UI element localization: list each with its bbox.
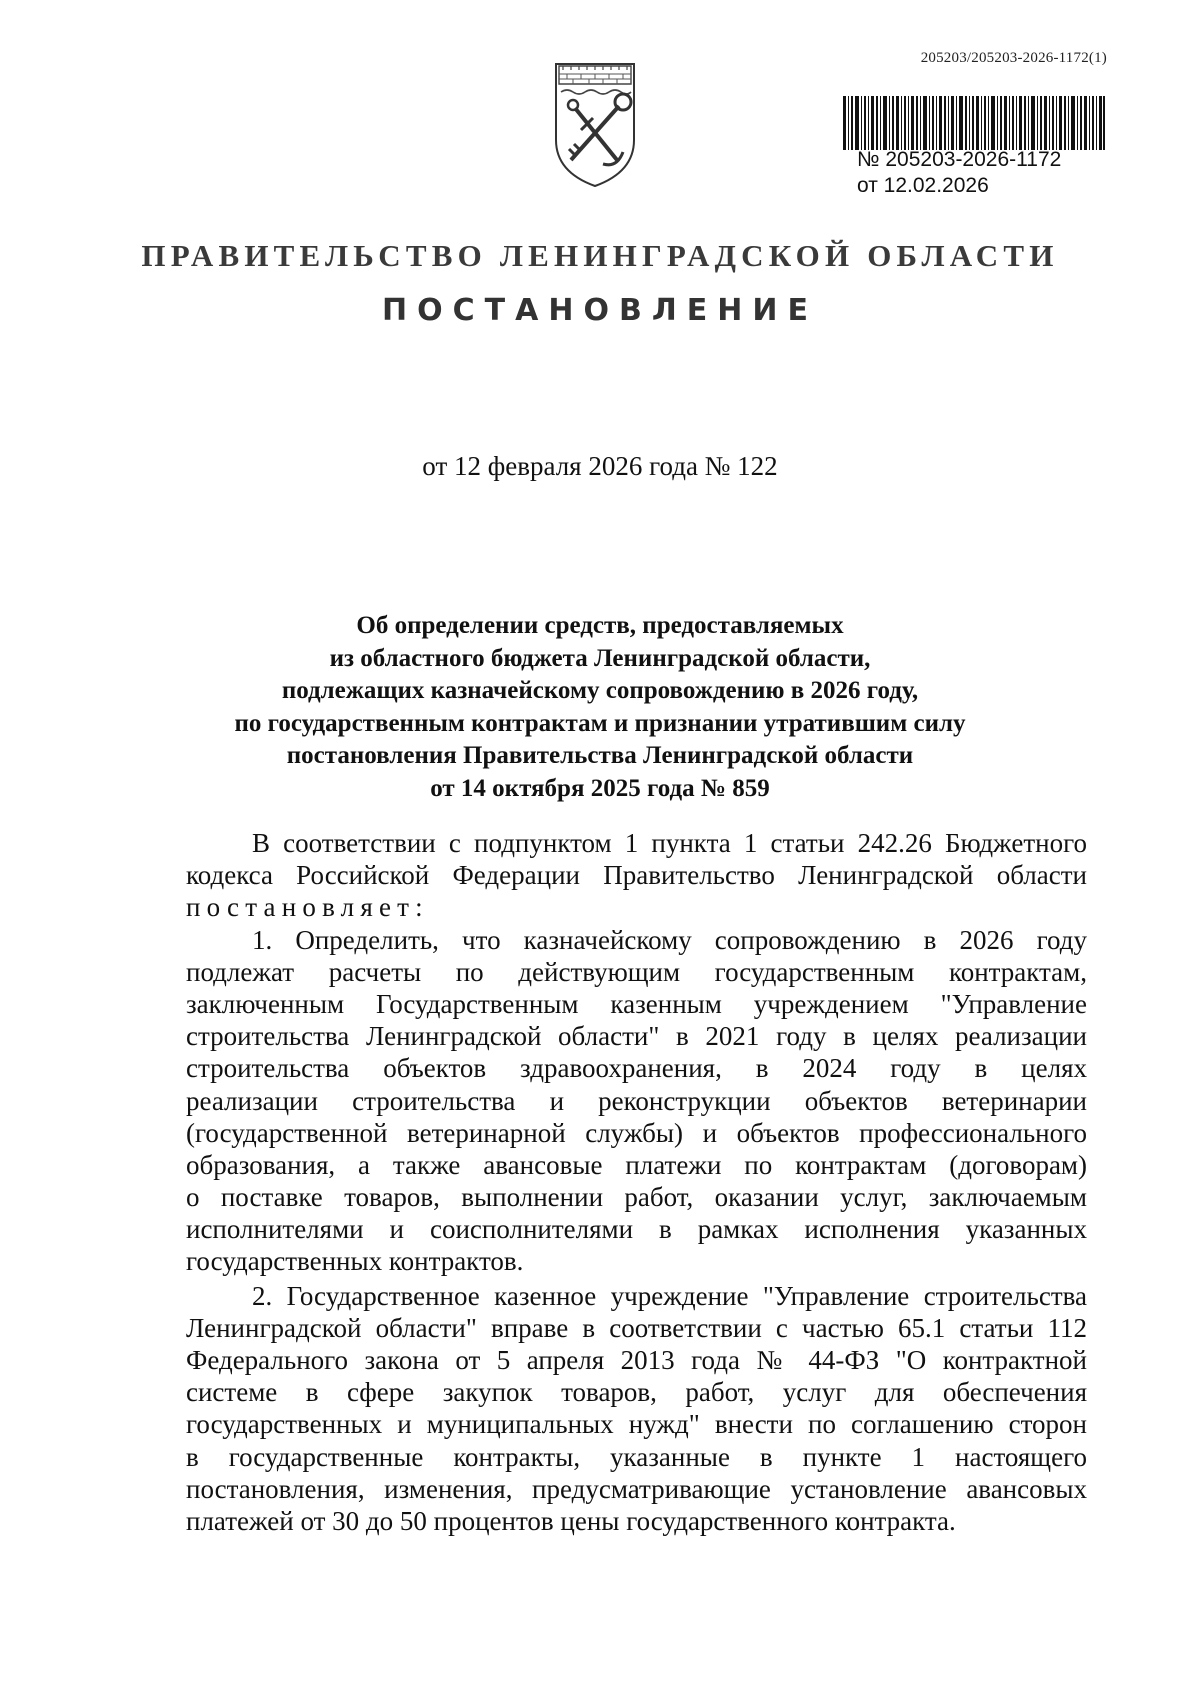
body-line: (государственной ветеринарной службы) и объектов профессионального bbox=[186, 1117, 1087, 1148]
body-line: строительства Ленинградской области" в 2021 году в целях реализации bbox=[186, 1021, 1087, 1052]
barcode-icon bbox=[843, 96, 1105, 150]
document-reference: 205203/205203-2026-1172(1) bbox=[920, 50, 1107, 66]
body-line: государственных и муниципальных нужд" внести по соглашению сторон bbox=[186, 1409, 1087, 1440]
document-type: ПОСТАНОВЛЕНИЕ bbox=[382, 293, 818, 328]
registration-date: от 12.02.2026 bbox=[857, 174, 989, 197]
body-line: 2. Государственное казенное учреждение "Управление строительства bbox=[252, 1280, 1087, 1311]
registration-number: № 205203-2026-1172 bbox=[857, 148, 1062, 171]
body-line: В соответствии с подпунктом 1 пункта 1 статьи 242.26 Бюджетного bbox=[252, 828, 1087, 858]
body-line: государственных контрактов. bbox=[186, 1246, 524, 1277]
document-date-number: от 12 февраля 2026 года № 122 bbox=[422, 451, 778, 481]
heading-line: от 14 октября 2025 года № 859 bbox=[430, 774, 770, 802]
heading-line: Об определении средств, предоставляемых bbox=[356, 612, 844, 639]
body-line: образования, а также авансовые платежи по контрактам (договорам) bbox=[186, 1149, 1087, 1180]
heading-line: постановления Правительства Ленинградской области bbox=[286, 742, 914, 769]
heading-line: из областного бюджета Ленинградской области, bbox=[329, 644, 871, 672]
body-line: исполнителями и соисполнителями в рамках исполнения указанных bbox=[186, 1214, 1087, 1245]
body-line: Федерального закона от 5 апреля 2013 года № 44-ФЗ "О контрактной bbox=[186, 1345, 1087, 1375]
body-line: заключенным Государственным казенным учреждением "Управление bbox=[186, 988, 1087, 1019]
coat-of-arms-icon bbox=[553, 60, 637, 188]
body-line: Ленинградской области" вправе в соответствии с частью 65.1 статьи 112 bbox=[186, 1312, 1087, 1343]
resolves-word: постановляет: bbox=[186, 892, 429, 923]
heading-line: по государственным контрактам и признании утратившим силу bbox=[234, 709, 966, 737]
government-title: ПРАВИТЕЛЬСТВО ЛЕНИНГРАДСКОЙ ОБЛАСТИ bbox=[141, 238, 1059, 273]
body-line: постановления, изменения, предусматривающие установление авансовых bbox=[186, 1473, 1087, 1504]
body-line: подлежат расчеты по действующим государственным контрактам, bbox=[186, 956, 1087, 987]
body-line: строительства объектов здравоохранения, в 2024 году в целях bbox=[186, 1053, 1087, 1084]
body-line: в государственные контракты, указанные в пункте 1 настоящего bbox=[186, 1441, 1087, 1472]
document-body bbox=[186, 827, 1087, 1537]
body-line: реализации строительства и реконструкции объектов ветеринарии bbox=[186, 1085, 1087, 1116]
body-line: кодекса Российской Федерации Правительство Ленинградской области bbox=[186, 860, 1087, 891]
document-heading bbox=[0, 610, 1200, 805]
body-line: системе в сфере закупок товаров, работ, услуг для обеспечения bbox=[186, 1377, 1087, 1408]
body-line: 1. Определить, что казначейскому сопровождению в 2026 году bbox=[252, 924, 1087, 955]
heading-line: подлежащих казначейскому сопровождению в 2026 году, bbox=[281, 677, 919, 704]
body-line: платежей от 30 до 50 процентов цены государственного контракта. bbox=[186, 1505, 956, 1536]
body-line: о поставке товаров, выполнении работ, оказании услуг, заключаемым bbox=[186, 1182, 1087, 1213]
